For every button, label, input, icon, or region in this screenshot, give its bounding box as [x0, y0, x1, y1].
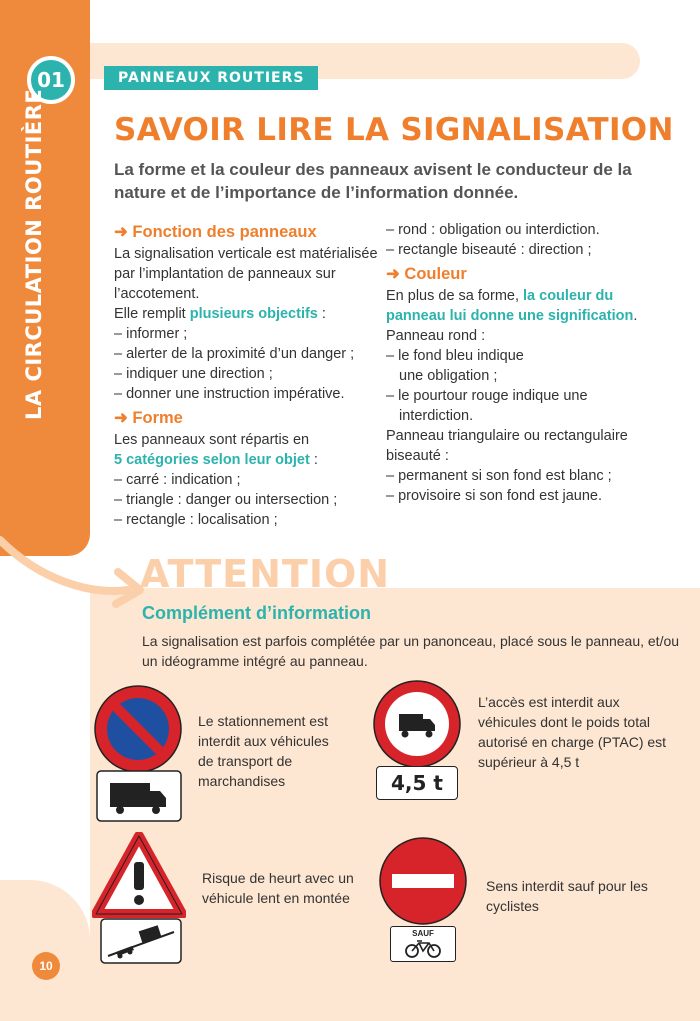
- complement-title: Complément d’information: [142, 603, 371, 623]
- list-item: – triangle : danger ou intersection ;: [114, 492, 338, 508]
- caption-no-entry: Sens interdit sauf pour les cyclistes: [486, 878, 648, 914]
- highlight-couleur: la couleur du panneau lui donne une signification: [386, 288, 634, 324]
- list-item: – rectangle biseauté : direction ;: [386, 242, 592, 258]
- no-entry-sign-icon: [378, 836, 468, 926]
- list-item: – alerter de la proximité d’un danger ;: [114, 346, 355, 362]
- list-item: – informer ;: [114, 326, 188, 342]
- weight-plate: 4,5 t: [376, 766, 458, 800]
- list-item: – indiquer une direction ;: [114, 366, 273, 382]
- swoosh-arrow-icon: [0, 520, 160, 610]
- column-right: [386, 220, 676, 506]
- no-trucks-sign-icon: [372, 679, 462, 769]
- no-parking-sign-icon: [92, 683, 184, 775]
- forme-categories: 5 catégories selon leur objet :: [114, 452, 318, 468]
- section-tag: PANNEAUX ROUTIERS: [104, 66, 318, 90]
- lead-paragraph: La forme et la couleur des panneaux avisent le conducteur de la nature et de l’importance de l’information donnée.: [114, 160, 632, 202]
- heading-couleur: ➜ Couleur: [386, 265, 467, 283]
- slow-vehicle-plate-icon: [100, 918, 182, 964]
- list-item: – provisoire si son fond est jaune.: [386, 488, 603, 504]
- complement-text: La signalisation est parfois complétée par un panonceau, placé sous le panneau, et/ou un idéogramme intégré au panneau.: [142, 633, 680, 669]
- list-item: – carré : indication ;: [114, 472, 241, 488]
- heading-forme: ➜ Forme: [114, 409, 183, 427]
- couleur-text: En plus de sa forme, la couleur du panneau lui donne une signification.: [386, 288, 638, 324]
- list-item: – rectangle : localisation ;: [114, 512, 278, 528]
- caption-danger: Risque de heurt avec un véhicule lent en montée: [202, 870, 354, 906]
- chapter-title: LA CIRCULATION ROUTIÈRE: [22, 88, 46, 420]
- caption-no-parking: Le stationnement est interdit aux véhicules de transport de marchandises: [198, 713, 329, 789]
- round-sign-label: Panneau rond :: [386, 328, 486, 344]
- list-item: – le fond bleu indique: [386, 348, 524, 364]
- list-item: – donner une instruction impérative.: [114, 386, 345, 402]
- forme-text: Les panneaux sont répartis en: [114, 432, 310, 448]
- list-item: interdiction.: [399, 408, 474, 424]
- fonction-objectives: Elle remplit plusieurs objectifs :: [114, 306, 326, 322]
- fonction-text: La signalisation verticale est matérialisée par l’implantation de panneaux sur l’accotement.: [114, 246, 378, 302]
- highlight-objectifs: plusieurs objectifs: [189, 306, 318, 322]
- list-item: – le pourtour rouge indique une: [386, 388, 588, 404]
- page-title: SAVOIR LIRE LA SIGNALISATION: [114, 112, 674, 148]
- triangle-sign-label: Panneau triangulaire ou rectangulaire biseauté :: [386, 428, 628, 464]
- sidebar: [0, 0, 90, 556]
- corner-decoration: [0, 880, 90, 1021]
- list-item: une obligation ;: [399, 368, 498, 384]
- chapter-number-badge: 01: [27, 56, 75, 104]
- sauf-plate: [390, 926, 456, 962]
- attention-watermark: ATTENTION: [140, 552, 391, 596]
- bicycle-icon: [403, 939, 443, 959]
- heading-fonction: ➜ Fonction des panneaux: [114, 223, 317, 241]
- danger-warning-sign-icon: [92, 832, 186, 918]
- column-left: [114, 220, 384, 530]
- list-item: – rond : obligation ou interdiction.: [386, 222, 600, 238]
- sauf-label: SAUF: [412, 929, 434, 938]
- truck-plate-icon: [96, 770, 182, 822]
- page-number: 10: [32, 952, 60, 980]
- list-item: – permanent si son fond est blanc ;: [386, 468, 612, 484]
- caption-no-trucks: L’accès est interdit aux véhicules dont le poids total autorisé en charge (PTAC) est supérieur à 4,5 t: [478, 694, 667, 770]
- highlight-categories: 5 catégories selon leur objet: [114, 452, 310, 468]
